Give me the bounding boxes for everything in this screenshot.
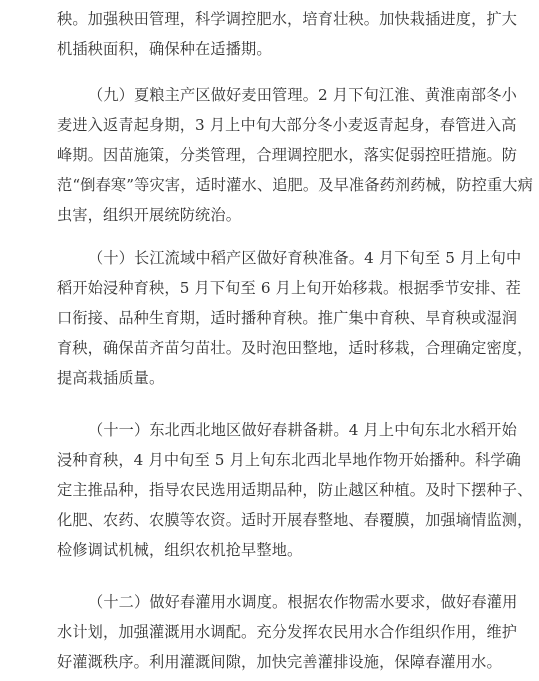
text-line: 检修调试机械，组织农机抢早整地。 — [57, 541, 303, 559]
text-line: 麦进入返青起身期，3 月上中旬大部分冬小麦返青起身，春管进入高 — [57, 116, 517, 134]
text-line: 机插秧面积，确保种在适播期。 — [57, 40, 272, 58]
text-line: 秧。加强秧田管理，科学调控肥水，培育壮秧。加快栽插进度，扩大 — [57, 10, 518, 28]
paragraph-heading-line: （九）夏粮主产区做好麦田管理。2 月下旬江淮、黄淮南部冬小 — [88, 86, 517, 104]
paragraph-heading-line: （十二）做好春灌用水调度。根据农作物需水要求，做好春灌用 — [88, 593, 518, 611]
text-line: 虫害，组织开展统防统治。 — [57, 206, 242, 224]
text-line: 稻开始浸种育秧，5 月下旬至 6 月上旬开始移栽。根据季节安排、茬 — [57, 279, 522, 297]
paragraph-heading-line: （十一）东北西北地区做好春耕备耕。4 月上中旬东北水稻开始 — [88, 421, 517, 439]
text-line: 化肥、农药、农膜等农资。适时开展春整地、春覆膜，加强墒情监测， — [57, 511, 533, 529]
text-line: 浸种育秧，4 月中旬至 5 月上旬东北西北旱地作物开始播种。科学确 — [57, 451, 522, 469]
text-line: 提高栽插质量。 — [57, 369, 165, 387]
text-line: 定主推品种，指导农民选用适期品种，防止越区种植。及时下摆种子、 — [57, 481, 533, 499]
text-line: 口衔接、品种生育期，适时播种育秧。推广集中育秧、旱育秧或湿润 — [57, 309, 518, 327]
text-line: 峰期。因苗施策，分类管理，合理调控肥水，落实促弱控旺措施。防 — [57, 146, 518, 164]
text-line: 好灌溉秩序。利用灌溉间隙，加快完善灌排设施，保障春灌用水。 — [57, 653, 502, 671]
text-line: 范“倒春寒”等灾害，适时灌水、追肥。及早准备药剂药械，防控重大病 — [57, 176, 533, 194]
text-line: 水计划，加强灌溉用水调配。充分发挥农民用水合作组织作用，维护 — [57, 623, 518, 641]
paragraph-heading-line: （十）长江流域中稻产区做好育秧准备。4 月下旬至 5 月上旬中 — [88, 249, 522, 267]
text-line: 育秧，确保苗齐苗匀苗壮。及时泡田整地，适时移栽，合理确定密度， — [57, 339, 533, 357]
